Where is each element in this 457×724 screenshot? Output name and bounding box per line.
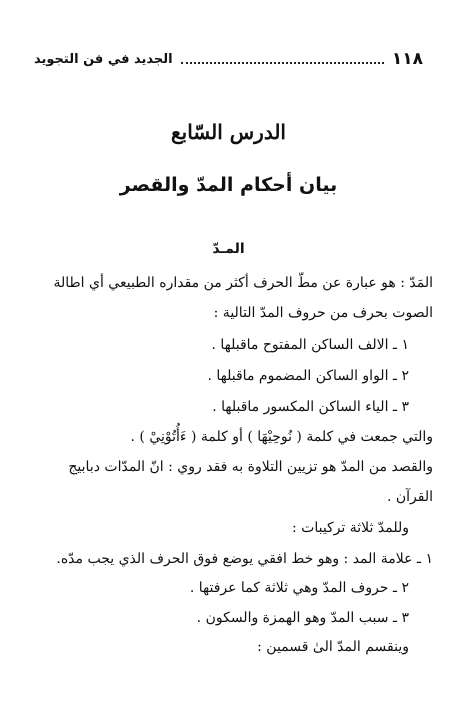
paragraph-line: المَدّ : هو عبارة عن مطّ الحرف أكثر من مقداره الطبيعي أي اطالة (53, 275, 433, 291)
list-item: ٣ ـ سبب المدّ وهو الهمزة والسكون . (196, 610, 409, 626)
chapter-title: بيان أحكام المدّ والقصر (119, 174, 338, 196)
paragraph-line: والقصد من المدّ هو تزيين التلاوة به فقد روي : انّ المدّات دبابيج (68, 459, 433, 475)
dotted-leader (181, 62, 384, 64)
running-header (34, 48, 423, 70)
section-heading: المـدّ (212, 241, 245, 257)
list-item: ٣ ـ الياء الساكن المكسور ماقبلها . (212, 399, 409, 415)
paragraph-line: وللمدّ ثلاثة تركيبات : (291, 520, 409, 536)
page-number: ١١٨ (391, 49, 423, 69)
list-item: ٢ ـ الواو الساكن المضموم ماقبلها . (207, 368, 409, 384)
list-item: ١ ـ علامة المد : وهو خط افقي يوضع فوق الحرف الذي يجب مدّه. (56, 551, 433, 567)
paragraph-line: وينقسم المدّ الىٰ قسمين : (257, 639, 409, 655)
lesson-title: الدرس السّابع (171, 120, 286, 144)
paragraph-line: والتي جمعت في كلمة ( نُوحِيْهَا ) أو كلمة ( ءَأُتُوْنِيْ ) . (130, 429, 433, 445)
list-item: ١ ـ الالف الساكن المفتوح ماقبلها . (211, 337, 409, 353)
book-title: الجديد في فن التجويد (34, 51, 173, 67)
list-item: ٢ ـ حروف المدّ وهي ثلاثة كما عرفتها . (189, 580, 409, 596)
paragraph-line: الصوت بحرف من حروف المدّ التالية : (213, 305, 433, 321)
paragraph-line: القرآن . (386, 489, 433, 505)
